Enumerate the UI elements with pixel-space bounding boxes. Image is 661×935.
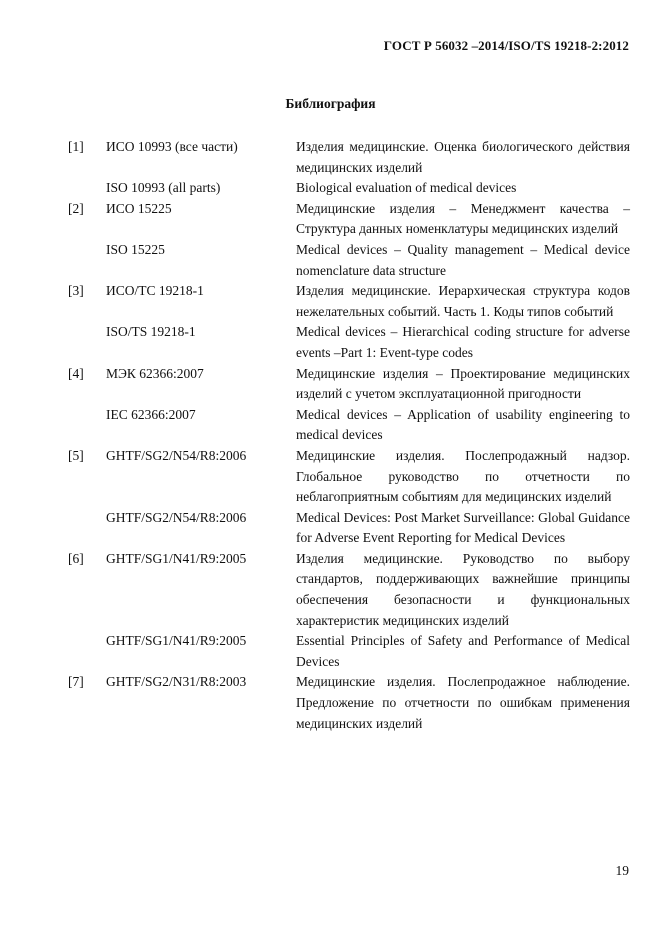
bibliography-entry [68, 631, 630, 672]
entry-description: Изделия медицинские. Оценка биологического действия медицинских изделий [296, 139, 630, 175]
entry-code: IEC 62366:2007 [106, 406, 196, 422]
entry-description: Медицинские изделия. Послепродажный надзор. Глобальное руководство по отчетности по неблагоприятным событиям для медицинских изделий [296, 447, 630, 505]
entry-code: GHTF/SG1/N41/R9:2005 [106, 633, 247, 649]
entry-code: GHTF/SG1/N41/R9:2005 [106, 550, 247, 566]
bibliography-entry [68, 178, 630, 199]
entry-description: Изделия медицинские. Руководство по выбору стандартов, поддерживающих важнейшие принципы обеспечения безопасности и функциональных характеристик медицинских изделий [296, 550, 630, 628]
bibliography-entry [68, 672, 630, 734]
entry-description: Медицинские изделия – Менеджмент качества – Структура данных номенклатуры медицинских изделий [296, 200, 630, 237]
entry-description: Medical Devices: Post Market Surveillance: Global Guidance for Adverse Event Reporting for Medical Devices [296, 509, 630, 546]
entry-number: [5] [68, 447, 84, 463]
bibliography-entry [68, 446, 630, 508]
bibliography-entry [68, 508, 630, 549]
entry-description: Медицинские изделия. Послепродажное наблюдение. Предложение по отчетности по ошибкам применения медицинских изделий [296, 674, 630, 731]
bibliography-entry [68, 405, 630, 446]
entry-description: Медицинские изделия – Проектирование медицинских изделий с учетом эксплуатационной пригодности [296, 365, 630, 402]
page-number: 19 [615, 863, 629, 878]
entry-code: GHTF/SG2/N54/R8:2006 [106, 509, 247, 525]
entry-number [68, 405, 106, 446]
entry-code: ИСО 10993 (все части) [106, 139, 238, 154]
entry-number [68, 178, 106, 199]
entry-code: GHTF/SG2/N54/R8:2006 [106, 447, 247, 463]
entry-description: Изделия медицинские. Иерархическая структура кодов нежелательных событий. Часть 1. Коды типов событий [296, 283, 630, 319]
entry-number [68, 508, 106, 549]
entry-code: ИСО/ТС 19218-1 [106, 283, 204, 299]
entry-number [68, 240, 106, 281]
bibliography-entry [68, 137, 630, 178]
entry-number: [3] [68, 283, 84, 299]
bibliography-list [68, 137, 630, 734]
entry-description: Medical devices – Hierarchical coding structure for adverse events –Part 1: Event-type codes [296, 324, 630, 360]
entry-number: [2] [68, 200, 84, 216]
entry-description: Biological evaluation of medical devices [296, 180, 517, 196]
entry-number: [6] [68, 550, 84, 566]
bibliography-entry [68, 364, 630, 405]
entry-code: ISO 15225 [106, 241, 165, 257]
entry-code: ISO 10993 (all parts) [106, 180, 221, 196]
document-header: ГОСТ Р 56032 –2014/ISO/TS 19218-2:2012 [383, 38, 629, 53]
entry-code: ISO/TS 19218-1 [106, 324, 196, 340]
bibliography-entry [68, 240, 630, 281]
entry-number: [7] [68, 674, 84, 690]
entry-description: Medical devices – Quality management – Medical device nomenclature data structure [296, 241, 630, 278]
bibliography-entry [68, 281, 630, 322]
entry-description: Essential Principles of Safety and Performance of Medical Devices [296, 633, 630, 669]
entry-number [68, 631, 106, 672]
page-title: Библиография [285, 96, 376, 111]
entry-code: GHTF/SG2/N31/R8:2003 [106, 674, 247, 690]
bibliography-entry [68, 199, 630, 240]
entry-number: [1] [68, 139, 84, 154]
entry-number: [4] [68, 365, 84, 381]
entry-code: ИСО 15225 [106, 200, 172, 216]
entry-description: Medical devices – Application of usability engineering to medical devices [296, 406, 630, 443]
entry-number [68, 322, 106, 363]
bibliography-entry [68, 549, 630, 631]
entry-code: МЭК 62366:2007 [106, 365, 204, 381]
bibliography-entry [68, 322, 630, 363]
